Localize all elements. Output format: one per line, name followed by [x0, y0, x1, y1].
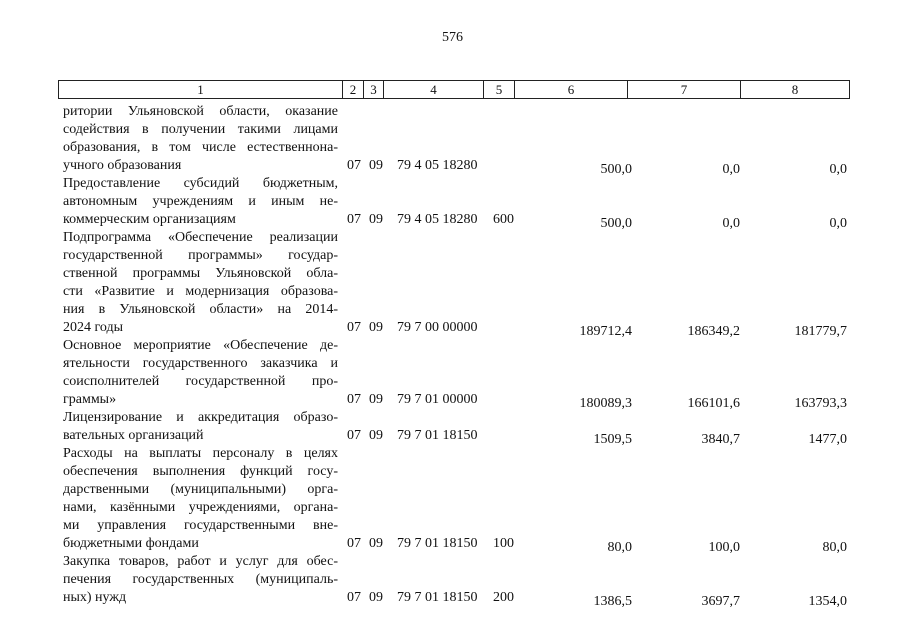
table-row — [0, 229, 905, 337]
description-line: нами, казёнными учреждениями, органа- — [63, 500, 338, 515]
cell-c6: 180089,3 — [579, 396, 632, 411]
description-line: сти «Развитие и модернизация образова- — [63, 284, 338, 299]
description-line: соисполнителей государственной про- — [63, 374, 338, 389]
row-description — [63, 553, 338, 607]
cell-c7: 0,0 — [722, 216, 740, 231]
description-line: бюджетными фондами — [63, 536, 199, 551]
header-col-8: 8 — [791, 82, 799, 97]
cell-c3: 09 — [369, 392, 383, 407]
description-line: учного образования — [63, 158, 182, 173]
table-row — [0, 103, 905, 175]
table-row — [0, 445, 905, 553]
cell-c2: 07 — [347, 212, 361, 227]
description-line: Расходы на выплаты персоналу в целях — [63, 446, 338, 461]
cell-c4: 79 7 01 00000 — [397, 392, 478, 407]
cell-c7: 3840,7 — [701, 432, 740, 447]
cell-c7: 0,0 — [722, 162, 740, 177]
table-row — [0, 553, 905, 607]
table-row — [0, 409, 905, 445]
description-line: обеспечения выполнения функций госу- — [63, 464, 338, 479]
cell-c2: 07 — [347, 392, 361, 407]
header-col-4: 4 — [384, 81, 484, 98]
cell-c6: 189712,4 — [579, 324, 632, 339]
cell-c2: 07 — [347, 590, 361, 605]
description-line: граммы» — [63, 392, 117, 407]
header-col-2: 2 — [343, 81, 364, 98]
description-line: образования, в том числе естественнона- — [63, 140, 338, 155]
row-description — [63, 409, 338, 445]
row-description — [63, 337, 338, 409]
cell-c2: 07 — [347, 158, 361, 173]
description-line: ятельности государственного заказчика и — [63, 356, 338, 371]
cell-c8: 163793,3 — [794, 396, 847, 411]
cell-c4: 79 7 00 00000 — [397, 320, 478, 335]
description-line: ритории Ульяновской области, оказание — [63, 104, 338, 119]
cell-c3: 09 — [369, 158, 383, 173]
description-line: ния в Ульяновской области» на 2014- — [63, 302, 338, 317]
cell-c7: 186349,2 — [687, 324, 740, 339]
cell-c7: 3697,7 — [701, 594, 740, 609]
description-line: ственной программы Ульяновской обла- — [63, 266, 338, 281]
description-line: Подпрограмма «Обеспечение реализации — [63, 230, 338, 245]
cell-c5: 200 — [493, 590, 514, 605]
cell-c7: 100,0 — [708, 540, 740, 555]
header-col-3: 3 — [364, 81, 384, 98]
description-line: коммерческим организациям — [63, 212, 236, 227]
description-line: ми управления государственными вне- — [63, 518, 338, 533]
description-line: печения государственных (муниципаль- — [63, 572, 338, 587]
description-line: содействия в получении такими лицами — [63, 122, 338, 137]
cell-c8: 0,0 — [829, 216, 847, 231]
page-number: 576 — [442, 30, 463, 45]
cell-c4: 79 4 05 18280 — [397, 212, 478, 227]
row-description — [63, 229, 338, 337]
table-row — [0, 337, 905, 409]
description-line: ных) нужд — [63, 590, 127, 605]
cell-c6: 80,0 — [607, 540, 632, 555]
cell-c2: 07 — [347, 428, 361, 443]
cell-c8: 80,0 — [822, 540, 847, 555]
header-col-7: 7 — [628, 81, 741, 98]
cell-c3: 09 — [369, 536, 383, 551]
cell-c5: 600 — [493, 212, 514, 227]
description-line: Лицензирование и аккредитация образо- — [63, 410, 338, 425]
cell-c5: 100 — [493, 536, 514, 551]
description-line: автономным учреждениям и иным не- — [63, 194, 338, 209]
cell-c3: 09 — [369, 212, 383, 227]
cell-c8: 0,0 — [829, 162, 847, 177]
description-line: Предоставление субсидий бюджетным, — [63, 176, 338, 191]
table-body — [0, 103, 905, 607]
cell-c6: 1386,5 — [593, 594, 632, 609]
cell-c6: 1509,5 — [593, 432, 632, 447]
cell-c2: 07 — [347, 536, 361, 551]
cell-c3: 09 — [369, 320, 383, 335]
row-description — [63, 103, 338, 175]
row-description — [63, 445, 338, 553]
row-description — [63, 175, 338, 229]
cell-c4: 79 7 01 18150 — [397, 590, 478, 605]
cell-c8: 181779,7 — [794, 324, 847, 339]
cell-c6: 500,0 — [600, 162, 632, 177]
cell-c4: 79 7 01 18150 — [397, 428, 478, 443]
cell-c3: 09 — [369, 590, 383, 605]
description-line: Закупка товаров, работ и услуг для обес- — [63, 554, 338, 569]
header-col-6: 6 — [515, 81, 628, 98]
cell-c6: 500,0 — [600, 216, 632, 231]
cell-c4: 79 4 05 18280 — [397, 158, 478, 173]
table-header — [58, 80, 850, 99]
description-line: вательных организаций — [63, 428, 204, 443]
description-line: дарственными (муниципальными) орга- — [63, 482, 338, 497]
cell-c8: 1477,0 — [808, 432, 847, 447]
cell-c8: 1354,0 — [808, 594, 847, 609]
description-line: 2024 годы — [63, 320, 124, 335]
description-line: государственной программы» государ- — [63, 248, 338, 263]
table-row — [0, 175, 905, 229]
description-line: Основное мероприятие «Обеспечение де- — [63, 338, 338, 353]
cell-c2: 07 — [347, 320, 361, 335]
cell-c7: 166101,6 — [687, 396, 740, 411]
header-col-1: 1 — [59, 81, 343, 98]
cell-c4: 79 7 01 18150 — [397, 536, 478, 551]
cell-c3: 09 — [369, 428, 383, 443]
header-col-5: 5 — [484, 81, 515, 98]
